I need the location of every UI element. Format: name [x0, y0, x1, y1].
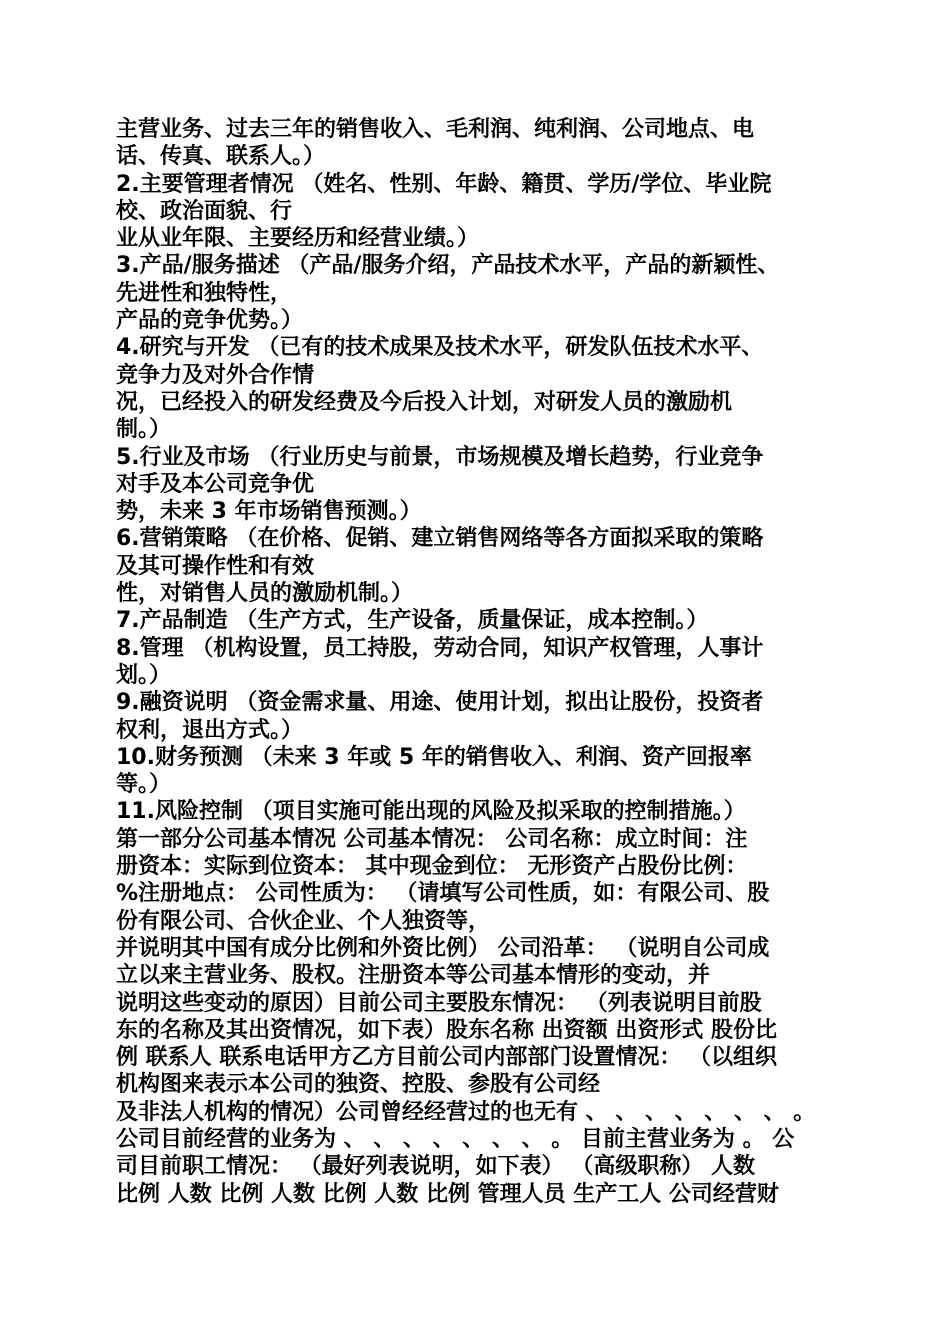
text-line: 校、政治面貌、行 — [116, 198, 293, 224]
text-line: 等。） — [116, 772, 172, 798]
text-line: 9.融资说明 （资金需求量、用途、使用计划，拟出让股份，投资者 — [116, 690, 764, 716]
text-line: 7.产品制造 （生产方式，生产设备，质量保证，成本控制。） — [116, 608, 709, 634]
text-line: 比例 人数 比例 人数 比例 人数 比例 管理人员 生产工人 公司经营财 — [116, 1181, 779, 1207]
text-line: 6.营销策略 （在价格、促销、建立销售网络等各方面拟采取的策略 — [116, 526, 764, 552]
text-line: 第一部分公司基本情况 公司基本情况： 公司名称：成立时间：注 — [116, 826, 748, 852]
text-line: 及非法人机构的情况）公司曾经经营过的也无有 、 、 、 、 、 、 、 。 — [116, 1099, 816, 1125]
text-line: 对手及本公司竞争优 — [116, 471, 315, 497]
text-line: 立以来主营业务、股权。注册资本等公司基本情形的变动，并 — [116, 963, 711, 989]
text-line: 司目前职工情况： （最好列表说明，如下表） （高级职称） 人数 — [116, 1154, 755, 1180]
text-line: 公司目前经营的业务为 、 、 、 、 、 、 、 。 目前主营业务为 。 公 — [116, 1126, 795, 1152]
text-line: 权利，退出方式。） — [116, 717, 304, 743]
text-line: 8.管理 （机构设置，员工持股，劳动合同，知识产权管理，人事计 — [116, 635, 764, 661]
text-line: 说明这些变动的原因）目前公司主要股东情况： （列表说明目前股 — [116, 990, 762, 1016]
text-line: 产品的竞争优势。） — [116, 308, 304, 334]
text-line: 例 联系人 联系电话甲方乙方目前公司内部部门设置情况： （以组织 — [116, 1045, 777, 1071]
text-line: 况，已经投入的研发经费及今后投入计划，对研发人员的激励机 — [116, 389, 733, 415]
text-line: 10.财务预测 （未来 3 年或 5 年的销售收入、利润、资产回报率 — [116, 744, 752, 770]
text-line: 竞争力及对外合作情 — [116, 362, 315, 388]
text-line: 东的名称及其出资情况，如下表）股东名称 出资额 出资形式 股份比 — [116, 1017, 777, 1043]
text-line: 性，对销售人员的激励机制。） — [116, 581, 414, 607]
text-line: 并说明其中国有成分比例和外资比例） 公司沿革： （说明自公司成 — [116, 935, 770, 961]
text-line: 制。） — [116, 417, 172, 443]
document-body — [116, 116, 836, 1208]
text-line: 份有限公司、合伙企业、个人独资等， — [116, 908, 491, 934]
text-line: 11.风险控制 （项目实施可能出现的风险及拟采取的控制措施。） — [116, 799, 746, 825]
text-line: 业从业年限、主要经历和经营业绩。） — [116, 226, 480, 252]
text-line: 及其可操作性和有效 — [116, 553, 315, 579]
text-line: 话、传真、联系人。） — [116, 144, 326, 170]
text-line: 先进性和独特性， — [116, 280, 293, 306]
text-line: 3.产品/服务描述 （产品/服务介绍，产品技术水平，产品的新颖性、 — [116, 253, 780, 279]
text-line: 主营业务、过去三年的销售收入、毛利润、纯利润、公司地点、电 — [116, 117, 755, 142]
text-line: %注册地点： 公司性质为： （请填写公司性质，如：有限公司、股 — [116, 881, 770, 907]
text-line: 机构图来表示本公司的独资、控股、参股有公司经 — [116, 1072, 601, 1098]
text-line: 势，未来 3 年市场销售预测。） — [116, 499, 422, 525]
text-line: 划。） — [116, 662, 172, 688]
text-line: 2.主要管理者情况 （姓名、性别、年龄、籍贯、学历/学位、毕业院 — [116, 171, 772, 197]
text-line: 5.行业及市场 （行业历史与前景，市场规模及增长趋势，行业竞争 — [116, 444, 764, 470]
text-line: 册资本：实际到位资本： 其中现金到位： 无形资产占股份比例： — [116, 854, 748, 880]
text-line: 4.研究与开发 （已有的技术成果及技术水平，研发队伍技术水平、 — [116, 335, 764, 361]
